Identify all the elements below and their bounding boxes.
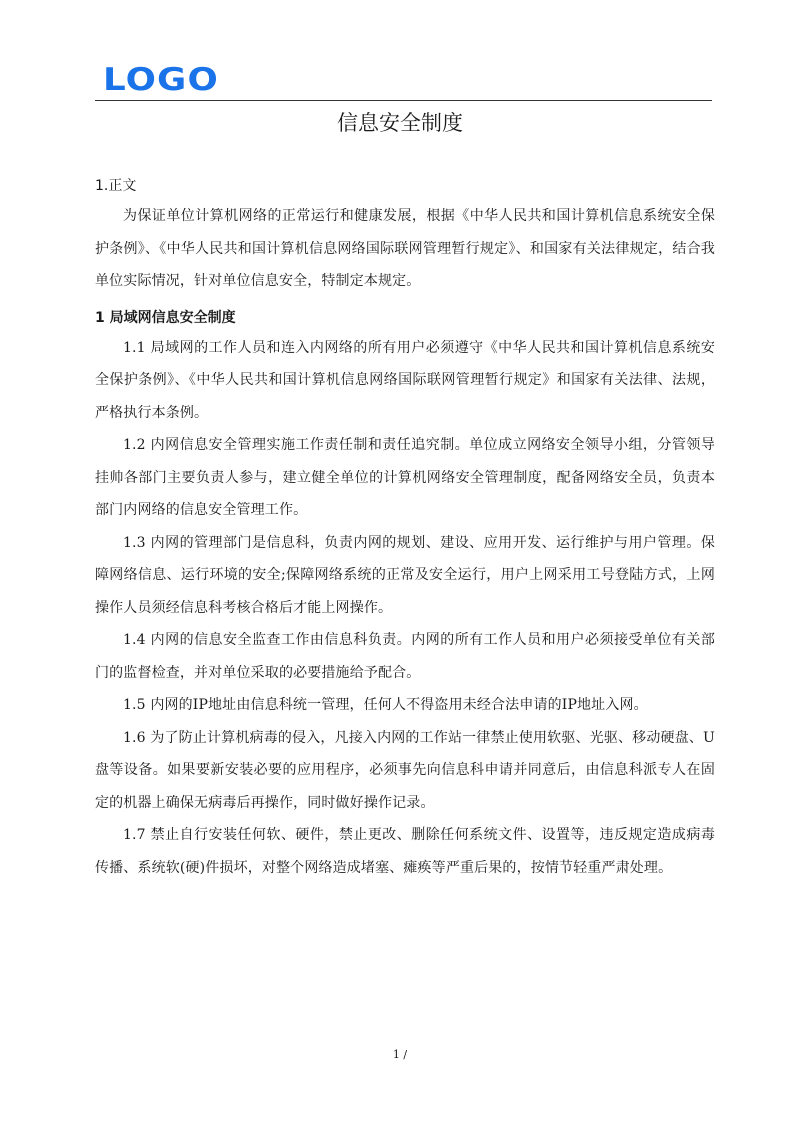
clause-1-1: 1.1 局域网的工作人员和连入内网络的所有用户必须遵守《中华人民共和国计算机信息系统安全保护条例》、《中华人民共和国计算机信息网络国际联网管理暂行规定》和国家有关法律、法规，严格执行本条例。 bbox=[95, 339, 715, 421]
logo: LOGO bbox=[103, 62, 219, 98]
page-number: 1 / bbox=[392, 1048, 408, 1061]
clause-1-5: 1.5 内网的IP地址由信息科统一管理，任何人不得盗用未经合法申请的IP地址入网。 bbox=[123, 697, 648, 713]
header-divider bbox=[95, 100, 712, 101]
clause-1-3: 1.3 内网的管理部门是信息科，负责内网的规划、建设、应用开发、运行维护与用户管理。保障网络信息、运行环境的安全;保障网络系统的正常及安全运行，用户上网采用工号登陆方式，上网操作人员须经信息科考核合格后才能上网操作。 bbox=[95, 534, 715, 616]
clause-1-4: 1.4 内网的信息安全监查工作由信息科负责。内网的所有工作人员和用户必须接受单位有关部门的监督检查，并对单位采取的必要措施给予配合。 bbox=[95, 632, 715, 681]
intro-paragraph: 为保证单位计算机网络的正常运行和健康发展，根据《中华人民共和国计算机信息系统安全保护条例》、《中华人民共和国计算机信息网络国际联网管理暂行规定》、和国家有关法律规定，结合我单位实际情况，针对单位信息安全，特制定本规定。 bbox=[95, 208, 715, 289]
page-title: 信息安全制度 bbox=[337, 111, 463, 135]
clause-1-7: 1.7 禁止自行安装任何软、硬件，禁止更改、删除任何系统文件、设置等，违反规定造成病毒传播、系统软(硬)件损坏，对整个网络造成堵塞、瘫痪等严重后果的，按情节轻重严肃处理。 bbox=[95, 827, 715, 876]
clause-1-6: 1.6 为了防止计算机病毒的侵入，凡接入内网的工作站一律禁止使用软驱、光驱、移动硬盘、U盘等设备。如果要新安装必要的应用程序，必须事先向信息科申请并同意后，由信息科派专人在固定的机器上确保无病毒后再操作，同时做好操作记录。 bbox=[95, 729, 715, 811]
document-body bbox=[95, 172, 715, 884]
subsection-heading: 1 局域网信息安全制度 bbox=[95, 309, 236, 326]
section-heading: 1.正文 bbox=[95, 178, 137, 194]
clause-1-2: 1.2 内网信息安全管理实施工作责任制和责任追究制。单位成立网络安全领导小组，分管领导挂帅各部门主要负责人参与，建立健全单位的计算机网络安全管理制度，配备网络安全员，负责本部门内网络的信息安全管理工作。 bbox=[95, 437, 715, 518]
